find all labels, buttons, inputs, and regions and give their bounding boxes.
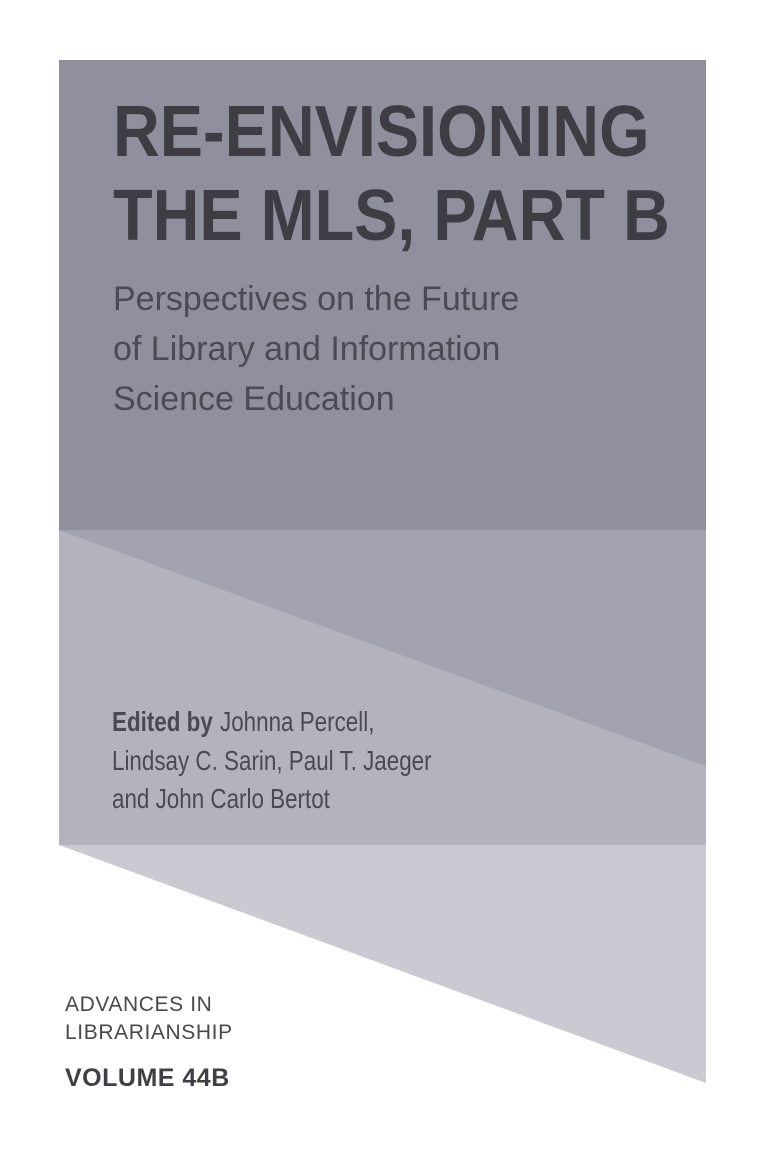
editor-names-line-1: Johnna Percell,: [220, 706, 375, 737]
editors-line-1: [112, 703, 432, 742]
series-line-1: ADVANCES IN: [65, 993, 213, 1016]
book-title-line-2: THE MLS, PART B: [113, 176, 670, 256]
volume-label: VOLUME 44B: [65, 1064, 230, 1092]
series-name: [65, 991, 233, 1046]
book-title-line-1: RE-ENVISIONING: [113, 92, 650, 172]
book-subtitle-line-2: of Library and Information: [113, 330, 501, 368]
series-line-2: LIBRARIANSHIP: [65, 1020, 233, 1044]
cover-band-bottom-triangle: [59, 845, 706, 1083]
edited-by-label: Edited by: [112, 706, 213, 737]
book-subtitle-line-3: Science Education: [113, 380, 395, 418]
book-subtitle: [113, 274, 519, 424]
editors-block: [112, 703, 432, 819]
book-title: [113, 90, 670, 258]
book-subtitle-line-1: Perspectives on the Future: [113, 280, 520, 318]
editor-names-line-2: Lindsay C. Sarin, Paul T. Jaeger: [112, 744, 432, 776]
editor-names-line-3: and John Carlo Bertot: [112, 783, 330, 814]
